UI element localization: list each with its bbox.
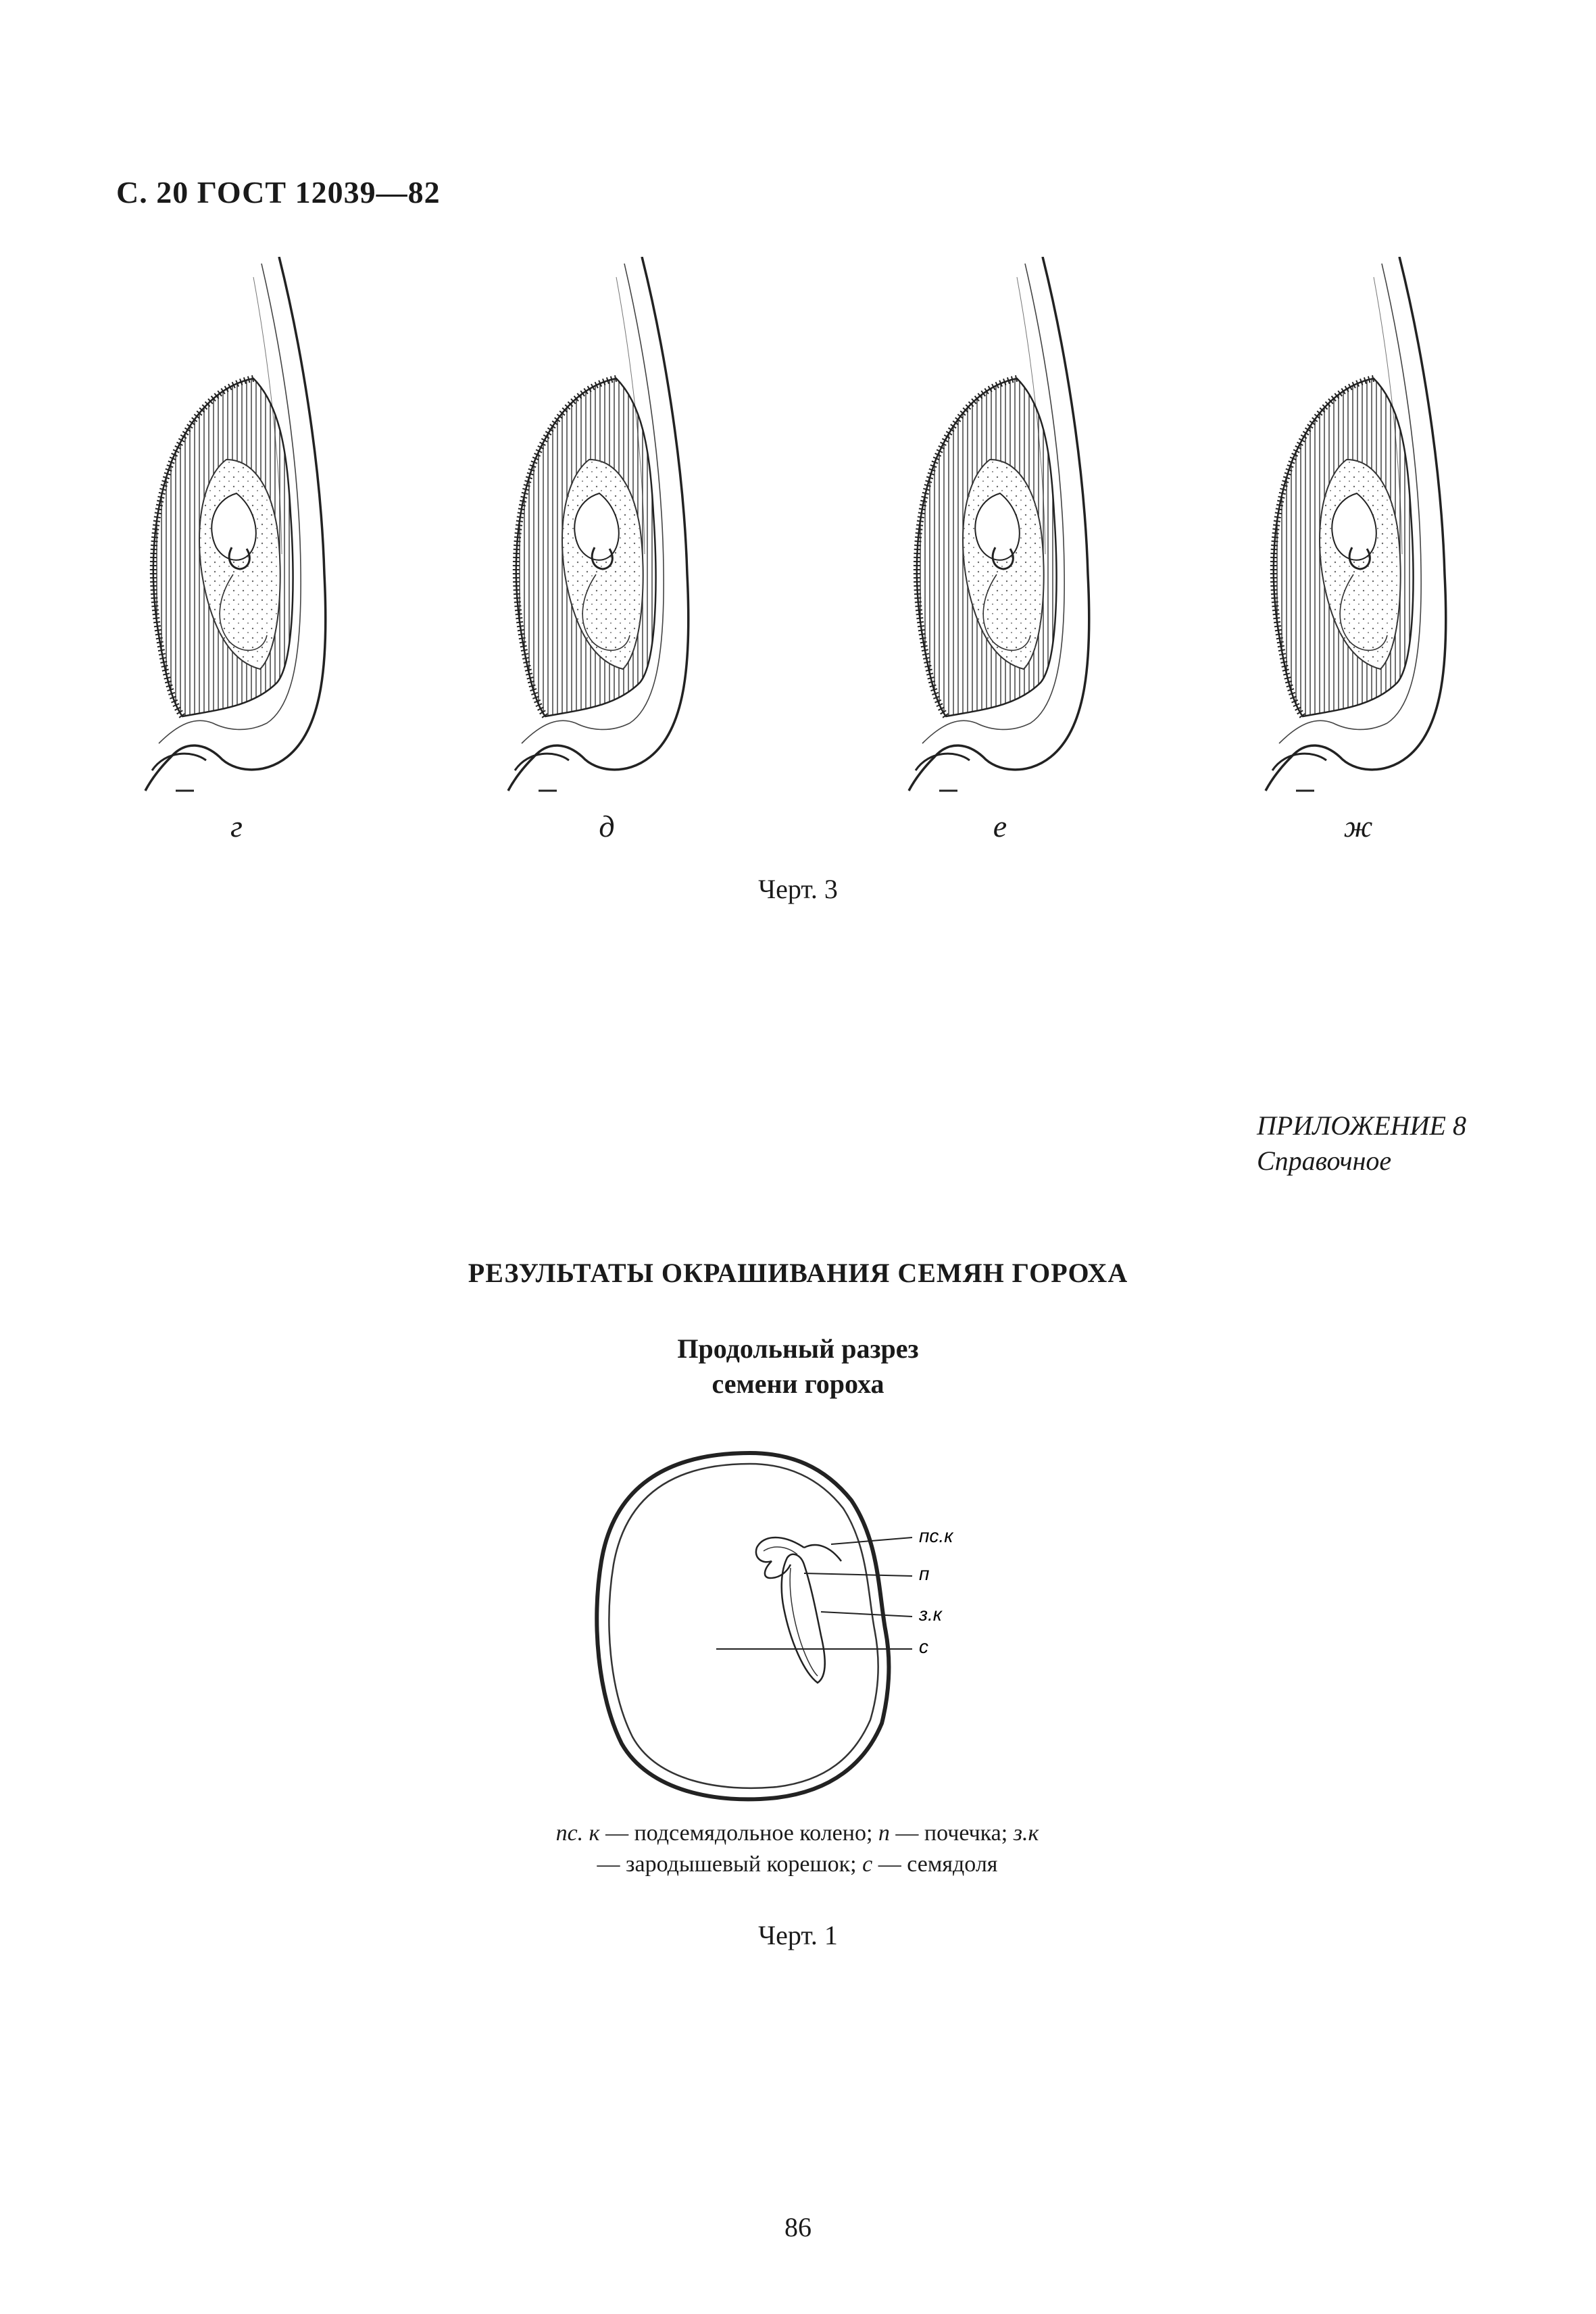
- figure3-panel-zh: [1239, 257, 1495, 797]
- figure3-caption: Черт. 3: [758, 874, 838, 904]
- appendix-title: ПРИЛОЖЕНИЕ 8: [1257, 1110, 1466, 1141]
- figure1-title-line1: Продольный разрез: [677, 1333, 919, 1364]
- figure1-diagram: [581, 1439, 1000, 1818]
- legend-text-s: — семядоля: [872, 1852, 998, 1877]
- figure1-legend: [554, 1818, 1041, 1880]
- legend-abbr-p: п: [878, 1821, 890, 1846]
- label-s: с: [919, 1636, 928, 1657]
- appendix-heading: [1257, 1108, 1466, 1179]
- section-title: РЕЗУЛЬТАТЫ ОКРАШИВАНИЯ СЕМЯН ГОРОХА: [468, 1258, 1128, 1288]
- figure3-label-e: е: [993, 809, 1007, 843]
- figure3-panel-g: [118, 257, 375, 797]
- appendix-subtitle: Справочное: [1257, 1146, 1392, 1176]
- figure3-label-g: г: [230, 809, 243, 843]
- figure3-label-d: д: [599, 809, 615, 843]
- page-number: 86: [784, 2212, 812, 2242]
- label-zk: з.к: [919, 1604, 943, 1625]
- figure1-title: [0, 1331, 1596, 1402]
- legend-abbr-s: с: [862, 1852, 873, 1877]
- legend-text-psk: — подсемядольное колено;: [599, 1821, 878, 1846]
- figure1-caption: Черт. 1: [758, 1920, 838, 1950]
- label-psk: пс.к: [919, 1525, 953, 1546]
- figure3-label-zh: ж: [1343, 809, 1373, 843]
- figure1-title-line2: семени гороха: [712, 1369, 884, 1399]
- legend-text-zk: — зародышевый корешок;: [597, 1852, 863, 1877]
- figure3-panel-e: [882, 257, 1139, 797]
- legend-abbr-psk: пс. к: [555, 1821, 600, 1846]
- page-header: С. 20 ГОСТ 12039—82: [116, 175, 441, 210]
- legend-text-p: — почечка;: [889, 1821, 1014, 1846]
- label-p: п: [919, 1563, 930, 1584]
- legend-abbr-zk: з.к: [1013, 1821, 1039, 1846]
- figure3-panel-d: [481, 257, 738, 797]
